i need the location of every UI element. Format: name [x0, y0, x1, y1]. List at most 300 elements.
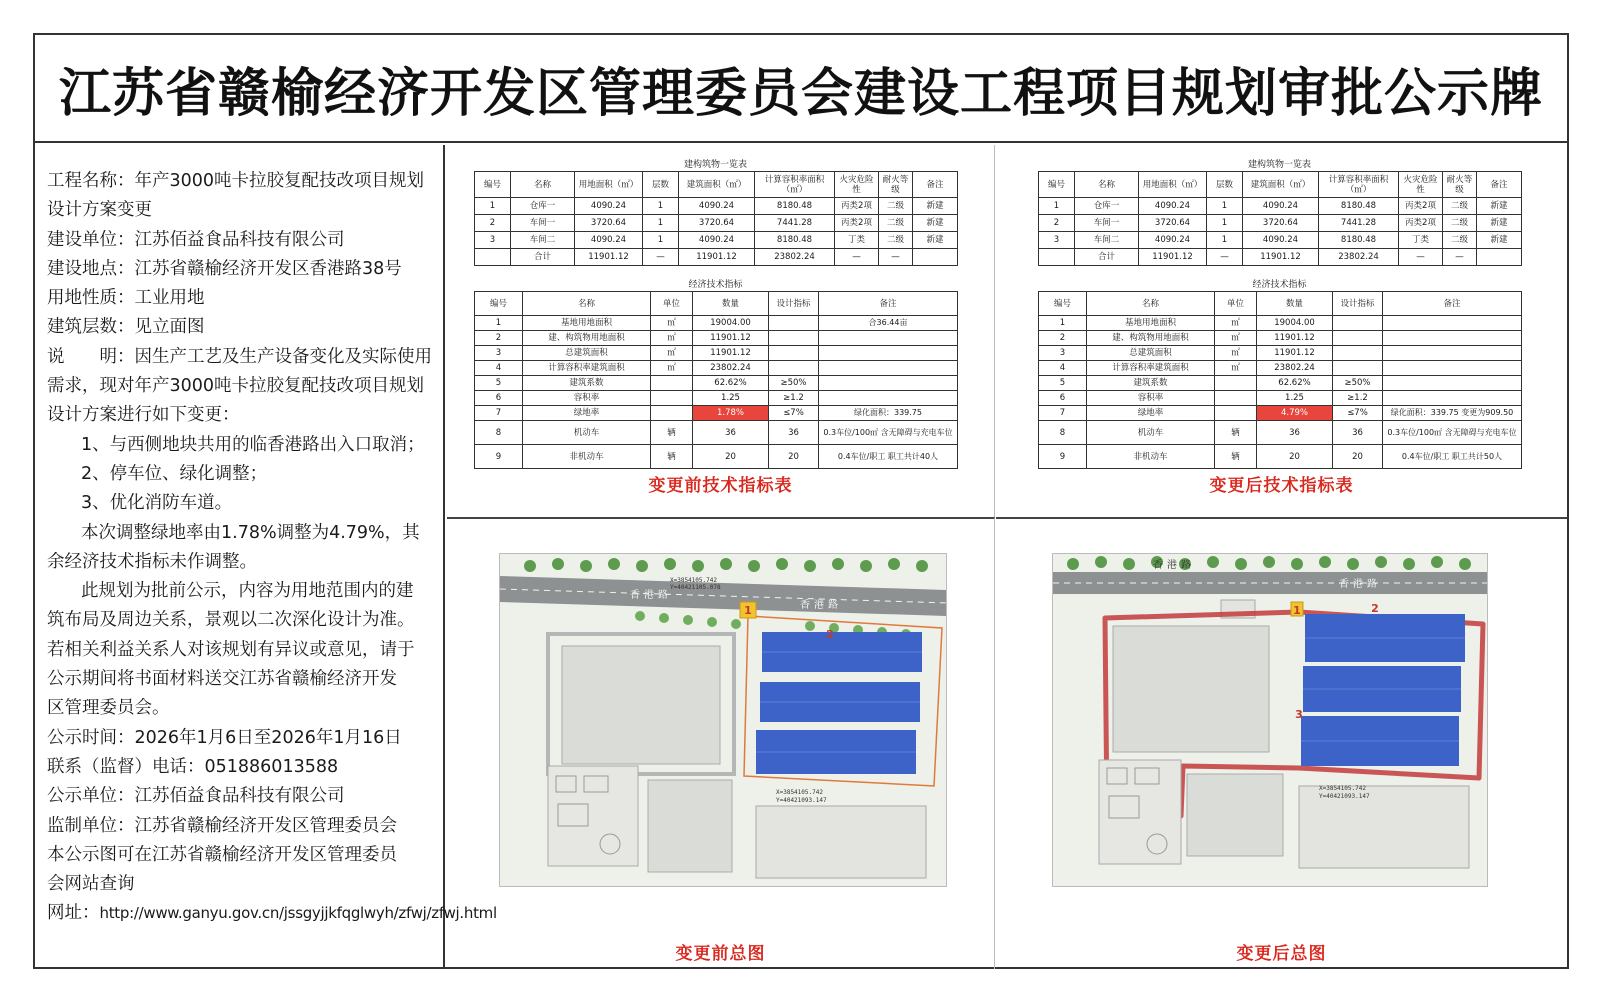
table-cell: 新建	[1477, 232, 1522, 249]
table-cell: ㎡	[1215, 316, 1257, 331]
table-cell: 2	[475, 331, 523, 346]
notice-line-2: 筑布局及周边关系，景观以二次深化设计为准。	[47, 610, 415, 631]
column-header: 数量	[1257, 292, 1333, 316]
table-header-row	[1039, 172, 1522, 198]
table-cell: ≥1.2	[1333, 391, 1383, 406]
plan-marker-1: 1	[1293, 604, 1301, 617]
column-header: 备注	[1383, 292, 1522, 316]
before-tables-caption: 变更前技术指标表	[648, 476, 793, 496]
change-item-1: 1、与西侧地块共用的临香港路出入口取消；	[81, 434, 425, 455]
table-row	[475, 406, 958, 421]
table-cell: 计算容积率建筑面积	[523, 361, 651, 376]
table-cell	[651, 391, 693, 406]
table-cell: 机动车	[523, 421, 651, 445]
plan-marker-2: 2	[1371, 602, 1379, 615]
table-cell	[1477, 249, 1522, 266]
column-header: 备注	[819, 292, 958, 316]
table-row	[475, 198, 958, 215]
table-cell: 1	[643, 232, 679, 249]
table-cell: 23802.24	[1257, 361, 1333, 376]
before-tables-panel	[447, 145, 995, 517]
table-cell: 20	[1333, 445, 1383, 469]
column-header: 建筑面积（㎡）	[679, 172, 755, 198]
floors-line: 建筑层数：见立面图	[47, 317, 205, 338]
table-cell: 1.25	[693, 391, 769, 406]
table-cell	[1215, 391, 1257, 406]
table-cell: 0.4车位/职工 职工共计40人	[819, 445, 958, 469]
table-cell: 4.79%	[1257, 406, 1333, 421]
period-line: 公示时间：2026年1月6日至2026年1月16日	[47, 727, 402, 748]
table-cell	[1333, 316, 1383, 331]
econ-table-after	[1038, 279, 1521, 469]
table-cell: 36	[693, 421, 769, 445]
table-cell: 3720.64	[575, 215, 643, 232]
site-plan-before-drawing	[500, 554, 947, 887]
table-cell: 5	[1039, 376, 1087, 391]
table-cell	[1333, 346, 1383, 361]
table-cell: 11901.12	[1257, 331, 1333, 346]
econ-table	[474, 291, 958, 469]
table-cell: —	[1207, 249, 1243, 266]
after-tables-caption: 变更后技术指标表	[1209, 476, 1354, 496]
table-cell: 1	[1207, 215, 1243, 232]
column-header: 设计指标	[1333, 292, 1383, 316]
table-cell: 1	[475, 316, 523, 331]
table-cell: 非机动车	[523, 445, 651, 469]
table-cell: 0.3车位/100㎡ 含无障碍与充电车位	[1383, 421, 1522, 445]
table-cell: 23802.24	[693, 361, 769, 376]
table-cell	[1215, 406, 1257, 421]
table-cell: 62.62%	[693, 376, 769, 391]
table-cell: 3720.64	[679, 215, 755, 232]
table-cell: 3	[1039, 346, 1087, 361]
table-cell: —	[879, 249, 913, 266]
building-table-before	[474, 159, 957, 266]
table-cell: 20	[1257, 445, 1333, 469]
column-header: 层数	[643, 172, 679, 198]
column-header: 名称	[511, 172, 575, 198]
table-cell: 7	[475, 406, 523, 421]
column-header: 层数	[1207, 172, 1243, 198]
before-plan-caption: 变更前总图	[675, 944, 766, 964]
table-row	[1039, 232, 1522, 249]
table-cell: 1	[1039, 198, 1075, 215]
website-url-link[interactable]: http://www.ganyu.gov.cn/jssgyjjkfqglwyh/zfwj/zfwj.html	[99, 904, 497, 923]
table-row	[475, 316, 958, 331]
table-cell: ≥50%	[769, 376, 819, 391]
notice-line-5: 区管理委员会。	[47, 698, 170, 719]
table-cell: 绿化面积：339.75 变更为909.50	[1383, 406, 1522, 421]
econ-table	[1038, 291, 1522, 469]
table-cell: 20	[693, 445, 769, 469]
table-cell: 丙类2项	[835, 215, 879, 232]
table-cell: ㎡	[1215, 361, 1257, 376]
table-cell: 4	[475, 361, 523, 376]
table-cell	[769, 316, 819, 331]
table-cell: 非机动车	[1087, 445, 1215, 469]
builder-line: 建设单位：江苏佰益食品科技有限公司	[47, 229, 345, 250]
table-cell: 车间一	[1075, 215, 1139, 232]
table-cell	[475, 249, 511, 266]
table-cell: 2	[1039, 331, 1087, 346]
table-row	[475, 376, 958, 391]
column-header: 名称	[523, 292, 651, 316]
table-cell: ㎡	[1215, 331, 1257, 346]
table-cell: 二级	[1443, 198, 1477, 215]
change-item-2: 2、停车位、绿化调整；	[81, 463, 268, 484]
building-table-caption: 建构筑物一览表	[1247, 160, 1311, 170]
table-cell: ㎡	[651, 361, 693, 376]
table-row	[475, 232, 958, 249]
table-cell: ≥1.2	[769, 391, 819, 406]
column-header: 建筑面积（㎡）	[1243, 172, 1319, 198]
table-cell: 8	[1039, 421, 1087, 445]
table-cell: —	[643, 249, 679, 266]
table-cell: 二级	[1443, 232, 1477, 249]
building-table	[474, 171, 958, 266]
table-cell: 4090.24	[1139, 232, 1207, 249]
table-row	[475, 346, 958, 361]
table-cell: 1	[1039, 316, 1087, 331]
website-line-1: 本公示图可在江苏省赣榆经济开发区管理委员	[47, 844, 397, 865]
table-cell: 二级	[1443, 215, 1477, 232]
table-cell: 23802.24	[755, 249, 835, 266]
table-row	[475, 421, 958, 445]
notice-board	[33, 33, 1569, 969]
table-cell	[913, 249, 958, 266]
table-cell: 3720.64	[1243, 215, 1319, 232]
table-cell: 辆	[1215, 445, 1257, 469]
table-header-row	[475, 172, 958, 198]
column-header: 编号	[475, 172, 511, 198]
table-cell: 0.4车位/职工 职工共计50人	[1383, 445, 1522, 469]
table-cell	[651, 406, 693, 421]
after-tables-panel	[996, 145, 1567, 517]
table-cell: 1.25	[1257, 391, 1333, 406]
plan-marker-1: 1	[744, 604, 752, 617]
table-cell: 11901.12	[693, 346, 769, 361]
table-cell: 11901.12	[1243, 249, 1319, 266]
adjust-line-2: 余经济技术指标未作调整。	[47, 551, 257, 572]
table-row	[1039, 331, 1522, 346]
plan-marker-2: 2	[826, 628, 834, 641]
table-cell: 新建	[1477, 198, 1522, 215]
board-title: 江苏省赣榆经济开发区管理委员会建设工程项目规划审批公示牌	[58, 62, 1543, 124]
road-label-2: 香港路	[1339, 579, 1381, 590]
table-cell: 新建	[913, 198, 958, 215]
table-cell: 容积率	[523, 391, 651, 406]
description-line-1: 说 明：因生产工艺及生产设备变化及实际使用	[47, 346, 432, 367]
table-cell: 二级	[879, 215, 913, 232]
table-cell: 7441.28	[755, 215, 835, 232]
url-line	[47, 899, 497, 928]
table-cell: 丁类	[1399, 232, 1443, 249]
table-cell: 合计	[511, 249, 575, 266]
table-cell: 新建	[1477, 215, 1522, 232]
column-header: 数量	[693, 292, 769, 316]
table-cell	[769, 346, 819, 361]
table-cell: 丙类2项	[835, 198, 879, 215]
column-header: 编号	[1039, 292, 1087, 316]
table-cell: ≤7%	[1333, 406, 1383, 421]
building-table	[1038, 171, 1522, 266]
table-cell: 8180.48	[755, 198, 835, 215]
table-header-row	[1039, 292, 1522, 316]
coord-top-x: X=3854105.742	[670, 577, 717, 584]
table-cell: 绿地率	[523, 406, 651, 421]
before-plan-panel	[447, 517, 995, 969]
table-cell: —	[1443, 249, 1477, 266]
table-cell: 丙类2项	[1399, 215, 1443, 232]
column-header: 用地面积（㎡）	[1139, 172, 1207, 198]
table-cell: 容积率	[1087, 391, 1215, 406]
table-cell: 36	[1333, 421, 1383, 445]
column-header: 备注	[913, 172, 958, 198]
coord-bottom-x: X=3854105.742	[1319, 785, 1366, 792]
table-row	[1039, 445, 1522, 469]
coord-bottom-y: Y=40421093.147	[776, 797, 827, 804]
table-row	[1039, 249, 1522, 266]
table-cell: 19004.00	[693, 316, 769, 331]
table-cell	[1383, 391, 1522, 406]
table-cell: 7	[1039, 406, 1087, 421]
site-plan-before	[499, 553, 947, 887]
table-cell: 36	[1257, 421, 1333, 445]
table-cell: 辆	[651, 445, 693, 469]
road-label: 香港路	[1153, 560, 1195, 571]
table-cell: 5	[475, 376, 523, 391]
table-row	[475, 215, 958, 232]
table-cell: 3	[475, 232, 511, 249]
table-cell: —	[835, 249, 879, 266]
econ-table-before	[474, 279, 957, 469]
after-plan-caption: 变更后总图	[1236, 944, 1327, 964]
table-cell: ㎡	[651, 331, 693, 346]
table-cell: ≤7%	[769, 406, 819, 421]
table-cell	[819, 331, 958, 346]
supervisor-line: 监制单位：江苏省赣榆经济开发区管理委员会	[47, 815, 397, 836]
building-table-caption: 建构筑物一览表	[683, 160, 747, 170]
table-cell: 4090.24	[679, 198, 755, 215]
table-cell: 新建	[913, 215, 958, 232]
table-cell: 辆	[1215, 421, 1257, 445]
table-cell: 11901.12	[1257, 346, 1333, 361]
table-cell: 11901.12	[693, 331, 769, 346]
table-cell: 车间二	[511, 232, 575, 249]
table-cell: 仓库一	[511, 198, 575, 215]
table-cell: 1.78%	[693, 406, 769, 421]
road-label: 香港路	[630, 590, 672, 601]
column-header: 单位	[1215, 292, 1257, 316]
column-header: 火灾危险性	[1399, 172, 1443, 198]
notice-line-1: 此规划为批前公示，内容为用地范围内的建	[81, 581, 414, 602]
table-cell: 1	[1207, 198, 1243, 215]
table-row	[1039, 421, 1522, 445]
table-cell: 机动车	[1087, 421, 1215, 445]
url-label: 网址：	[47, 903, 100, 924]
table-row	[1039, 215, 1522, 232]
table-cell: 4090.24	[1139, 198, 1207, 215]
table-cell: 基地用地面积	[523, 316, 651, 331]
table-cell: 0.3车位/100㎡ 含无障碍与充电车位	[819, 421, 958, 445]
table-cell	[1333, 361, 1383, 376]
column-header: 耐火等级	[1443, 172, 1477, 198]
table-row	[475, 445, 958, 469]
table-cell	[819, 361, 958, 376]
table-cell: —	[1399, 249, 1443, 266]
table-cell: 合计	[1075, 249, 1139, 266]
table-cell: 车间二	[1075, 232, 1139, 249]
table-cell	[1383, 331, 1522, 346]
table-row	[1039, 406, 1522, 421]
table-row	[1039, 316, 1522, 331]
table-cell: 3720.64	[1139, 215, 1207, 232]
table-cell: 建筑系数	[523, 376, 651, 391]
column-header: 计算容积率面积（㎡）	[1319, 172, 1399, 198]
table-cell: 辆	[651, 421, 693, 445]
table-cell: 绿化面积：339.75	[819, 406, 958, 421]
table-cell	[769, 331, 819, 346]
table-cell: 计算容积率建筑面积	[1087, 361, 1215, 376]
table-cell: 4090.24	[679, 232, 755, 249]
land-use-line: 用地性质：工业用地	[47, 288, 205, 309]
table-row	[475, 361, 958, 376]
table-cell: 11901.12	[679, 249, 755, 266]
table-cell: 4090.24	[1243, 232, 1319, 249]
plan-marker-3: 3	[1295, 708, 1303, 721]
notice-line-4: 公示期间将书面材料送交江苏省赣榆经济开发	[47, 669, 397, 690]
table-row	[1039, 346, 1522, 361]
description-line-2: 需求，现对年产3000吨卡拉胶复配技改项目规划	[47, 376, 425, 397]
table-cell: 1	[475, 198, 511, 215]
project-name-line: 工程名称：年产3000吨卡拉胶复配技改项目规划	[47, 171, 425, 191]
table-cell: 8180.48	[1319, 232, 1399, 249]
title-band	[35, 35, 1567, 143]
table-cell	[769, 361, 819, 376]
table-cell: 4090.24	[1243, 198, 1319, 215]
table-cell: 总建筑面积	[1087, 346, 1215, 361]
table-cell: 6	[1039, 391, 1087, 406]
column-header: 用地面积（㎡）	[575, 172, 643, 198]
table-cell: 建筑系数	[1087, 376, 1215, 391]
table-cell: 二级	[879, 198, 913, 215]
table-row	[475, 391, 958, 406]
column-header: 设计指标	[769, 292, 819, 316]
table-row	[1039, 198, 1522, 215]
table-cell: 2	[475, 215, 511, 232]
after-plan-panel	[996, 517, 1567, 969]
column-header: 名称	[1075, 172, 1139, 198]
adjust-line-1: 本次调整绿地率由1.78%调整为4.79%，其	[81, 522, 420, 543]
road-label-2: 香港路	[800, 600, 842, 611]
econ-table-caption: 经济技术指标	[688, 280, 743, 290]
table-cell: 1	[1207, 232, 1243, 249]
column-header: 耐火等级	[879, 172, 913, 198]
table-cell: 11901.12	[575, 249, 643, 266]
table-cell: 合36.44亩	[819, 316, 958, 331]
table-cell: 4090.24	[575, 232, 643, 249]
table-cell: 19004.00	[1257, 316, 1333, 331]
column-header: 火灾危险性	[835, 172, 879, 198]
table-cell: 9	[475, 445, 523, 469]
table-cell: 车间一	[511, 215, 575, 232]
site-plan-after-drawing	[1053, 554, 1488, 887]
project-name-line-2: 设计方案变更	[47, 200, 152, 221]
table-cell: 3	[475, 346, 523, 361]
change-item-3: 3、优化消防车道。	[81, 493, 233, 514]
table-cell: ㎡	[1215, 346, 1257, 361]
coord-bottom-y: Y=40421093.147	[1319, 793, 1370, 800]
column-header: 编号	[1039, 172, 1075, 198]
building-table-after	[1038, 159, 1521, 266]
table-cell: 1	[643, 215, 679, 232]
table-cell: ㎡	[651, 316, 693, 331]
table-cell: 丙类2项	[1399, 198, 1443, 215]
table-cell: 8180.48	[1319, 198, 1399, 215]
table-cell: 23802.24	[1319, 249, 1399, 266]
coord-bottom-x: X=3854105.742	[776, 789, 823, 796]
table-cell: 仓库一	[1075, 198, 1139, 215]
table-cell	[1215, 376, 1257, 391]
table-cell: 4	[1039, 361, 1087, 376]
table-row	[1039, 361, 1522, 376]
column-header: 计算容积率面积（㎡）	[755, 172, 835, 198]
table-cell: 1	[643, 198, 679, 215]
table-cell	[651, 376, 693, 391]
table-cell: 20	[769, 445, 819, 469]
table-cell: 9	[1039, 445, 1087, 469]
table-cell: 绿地率	[1087, 406, 1215, 421]
table-cell: 6	[475, 391, 523, 406]
table-cell: 新建	[913, 232, 958, 249]
table-cell: 2	[1039, 215, 1075, 232]
publisher-line: 公示单位：江苏佰益食品科技有限公司	[47, 786, 345, 807]
table-cell: 8	[475, 421, 523, 445]
website-line-2: 会网站查询	[47, 874, 135, 895]
table-cell	[1383, 346, 1522, 361]
column-header: 名称	[1087, 292, 1215, 316]
table-cell: 建、构筑物用地面积	[1087, 331, 1215, 346]
table-cell	[1039, 249, 1075, 266]
table-cell: 11901.12	[1139, 249, 1207, 266]
econ-table-caption: 经济技术指标	[1252, 280, 1307, 290]
table-row	[1039, 376, 1522, 391]
table-row	[475, 331, 958, 346]
table-cell: 基地用地面积	[1087, 316, 1215, 331]
notice-line-3: 若相关利益关系人对该规划有异议或意见，请于	[47, 639, 415, 660]
table-cell: 62.62%	[1257, 376, 1333, 391]
table-cell: ≥50%	[1333, 376, 1383, 391]
table-cell: 36	[769, 421, 819, 445]
table-cell	[819, 346, 958, 361]
table-cell: 总建筑面积	[523, 346, 651, 361]
site-plan-after	[1052, 553, 1488, 887]
table-cell	[1383, 316, 1522, 331]
coord-top-y: Y=40421105.078	[670, 584, 721, 591]
table-header-row	[475, 292, 958, 316]
phone-line: 联系（监督）电话：051886013588	[47, 756, 339, 777]
location-line: 建设地点：江苏省赣榆经济开发区香港路38号	[47, 258, 402, 279]
table-cell: 3	[1039, 232, 1075, 249]
column-header: 备注	[1477, 172, 1522, 198]
table-cell: 建、构筑物用地面积	[523, 331, 651, 346]
table-row	[475, 249, 958, 266]
table-cell	[1333, 331, 1383, 346]
table-cell	[819, 391, 958, 406]
table-cell	[1383, 361, 1522, 376]
table-cell: 8180.48	[755, 232, 835, 249]
table-cell: 二级	[879, 232, 913, 249]
